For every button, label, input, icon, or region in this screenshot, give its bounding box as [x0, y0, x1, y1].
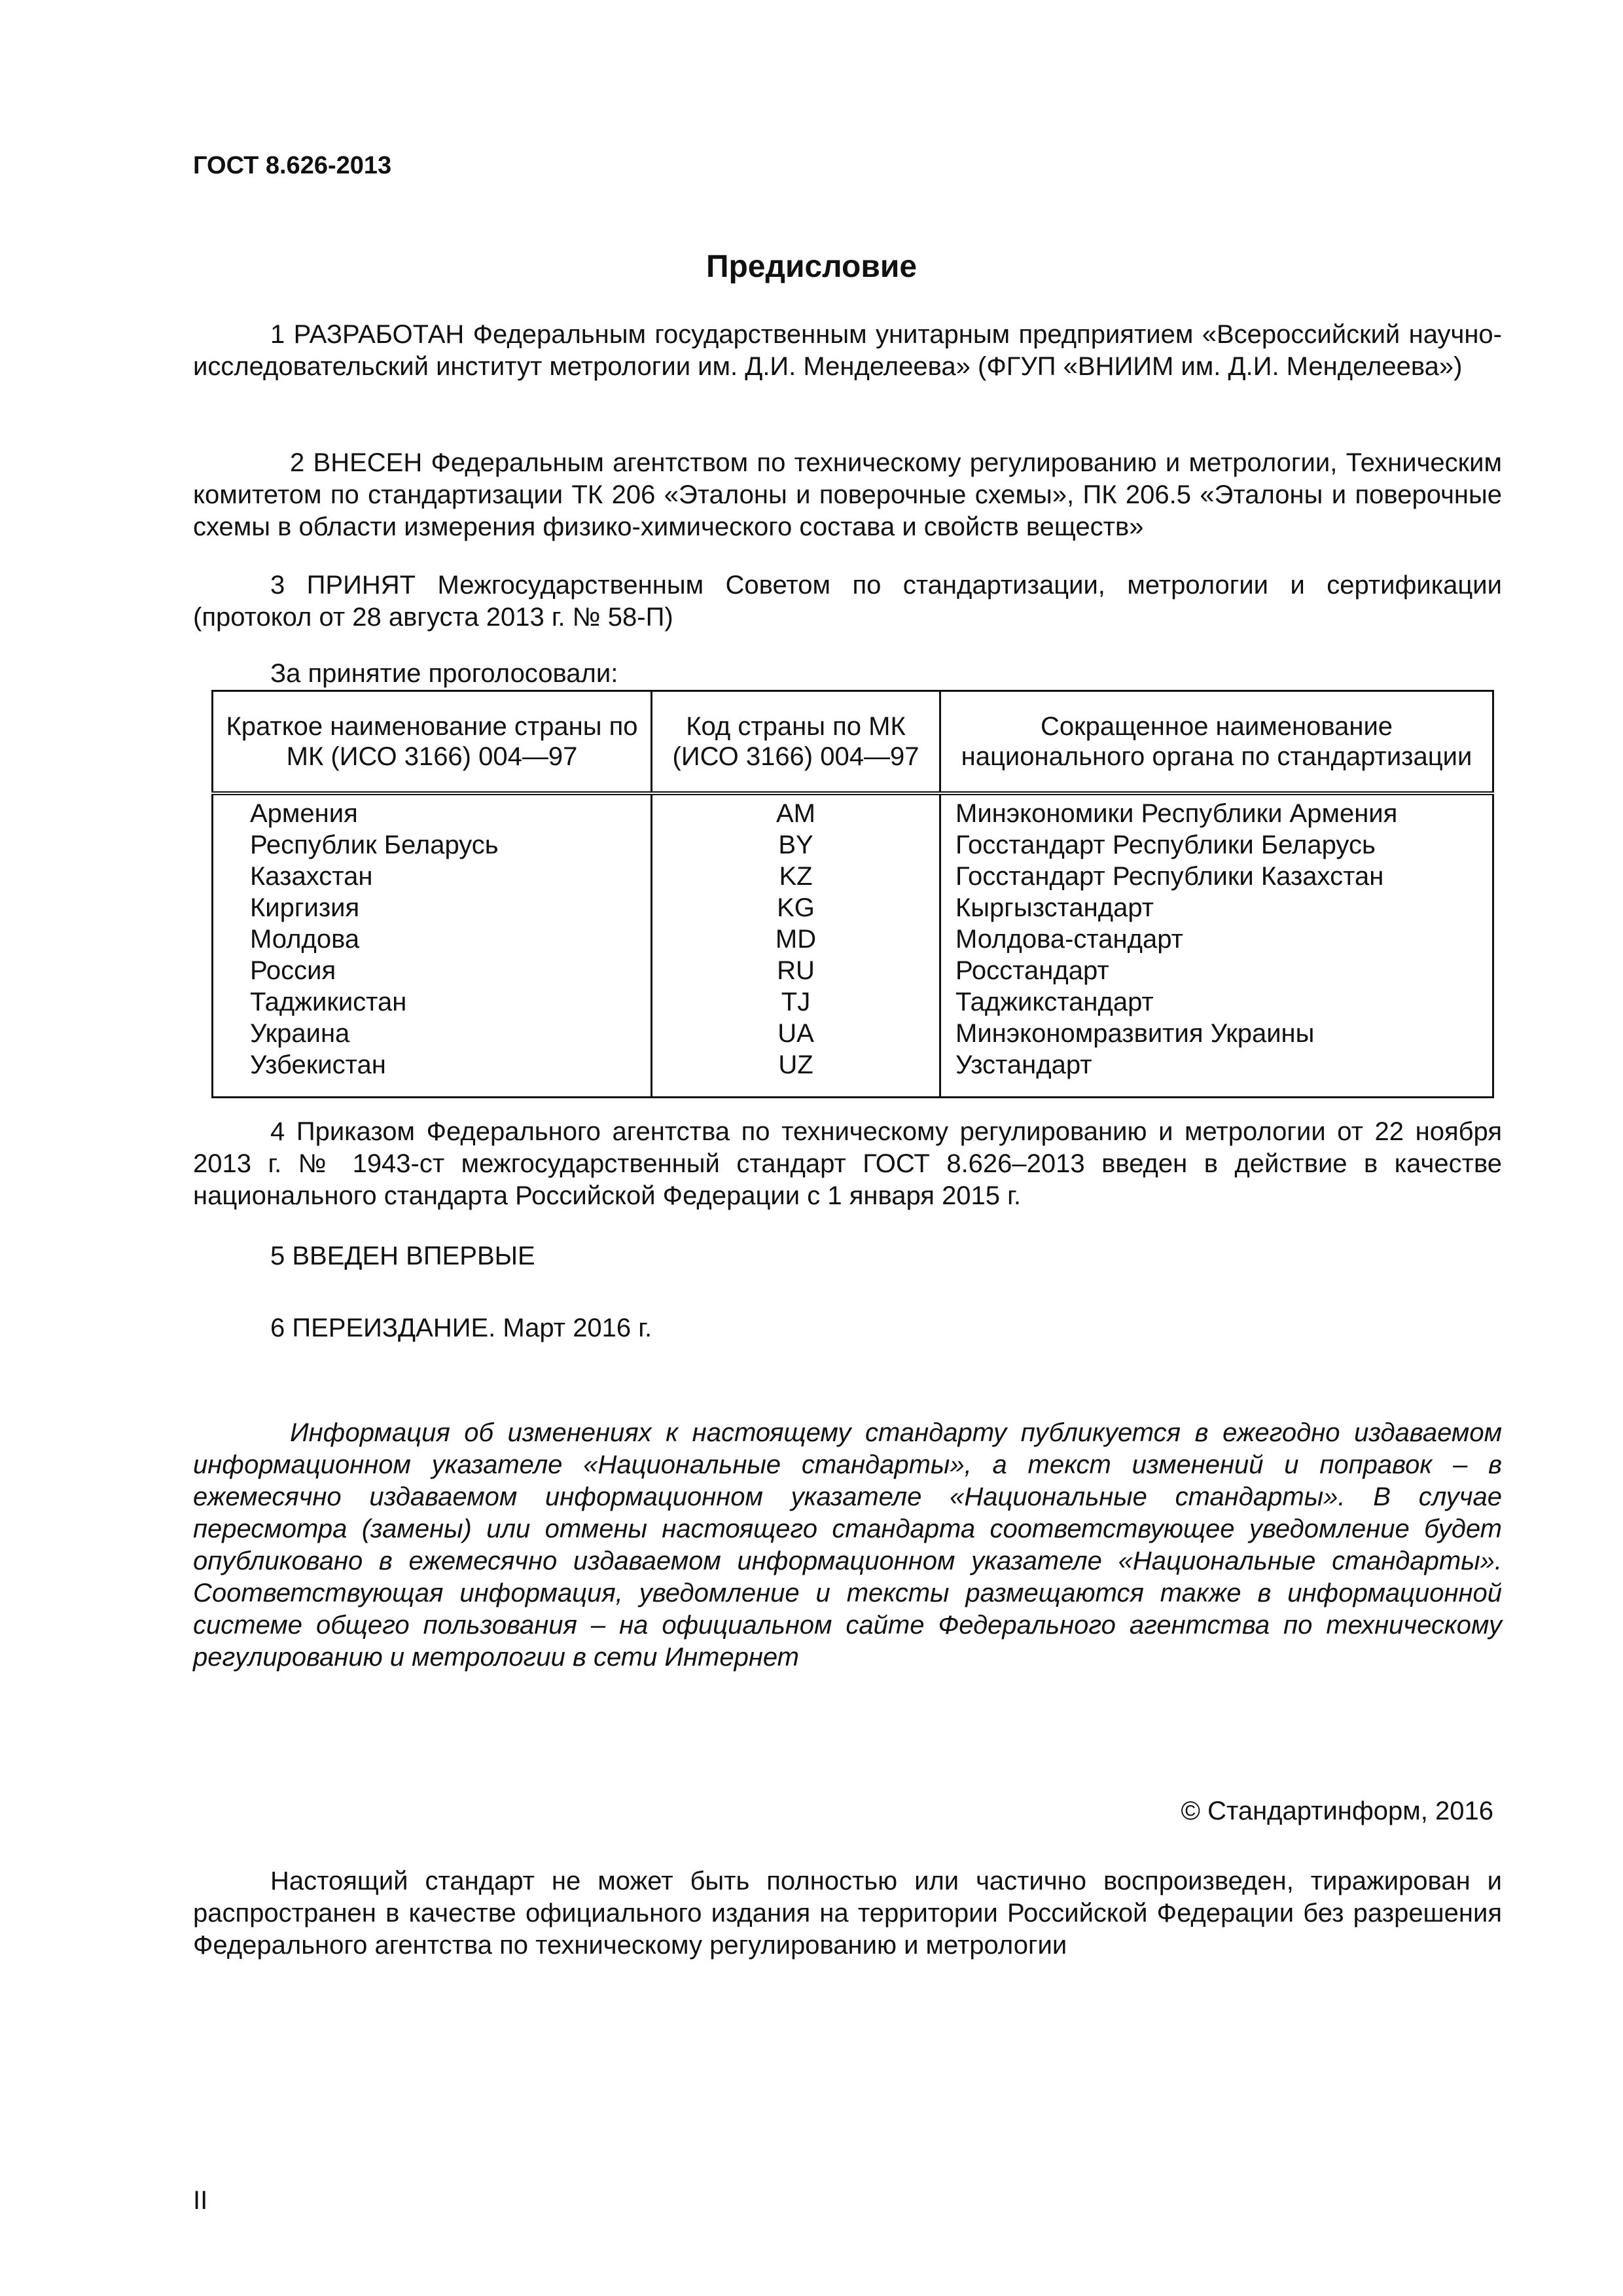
legal-note [193, 1865, 1502, 1962]
column-header-code: Код страны по МК (ИСО 3166) 004—97 [652, 691, 940, 794]
table-row [213, 955, 1493, 986]
country-cell: Украина [213, 1018, 652, 1049]
code-cell: KZ [652, 861, 940, 892]
code-cell: UZ [652, 1049, 940, 1098]
copyright: © Стандартинформ, 2016 [1181, 1797, 1493, 1825]
item-6-reissue [193, 1312, 1502, 1344]
code-cell: RU [652, 955, 940, 986]
item-3-adopted [193, 569, 1502, 634]
legal-note-text: Настоящий стандарт не может быть полностью или частично воспроизведен, тиражирован и распространен в качестве официального издания на территории Российской Федерации без разрешения Федерального агентства по техническому регулированию и метрологии [193, 1867, 1502, 1960]
table-row [213, 892, 1493, 924]
code-cell: TJ [652, 986, 940, 1018]
code-cell: UA [652, 1018, 940, 1049]
table-header-row [213, 691, 1493, 794]
table-row [213, 924, 1493, 955]
table-row [213, 793, 1493, 829]
item-5-text: 5 ВВЕДЕН ВПЕРВЫЕ [270, 1242, 535, 1270]
country-cell: Республик Беларусь [213, 829, 652, 861]
column-header-country: Краткое наименование страны по МК (ИСО 3166) 004—97 [213, 691, 652, 794]
page-title: Предисловие [705, 249, 918, 284]
item-1-text: 1 РАЗРАБОТАН Федеральным государственным унитарным предприятием «Всероссийский научно-исследовательский институт метрологии им. Д.И. Менделеева» (ФГУП «ВНИИМ им. Д.И. Менделеева») [193, 320, 1502, 381]
country-cell: Киргизия [213, 892, 652, 924]
code-cell: AM [652, 793, 940, 829]
info-note-text: Информация об изменениях к настоящему стандарту публикуется в ежегодно издаваемом информационном указателе «Национальные стандарты», а текст изменений и поправок – в ежемесячно издаваемом информационном указателе «Национальные стандарты». В случае пересмотра (замены) или отмены настоящего стандарта соответствующее уведомление будет опубликовано в ежемесячно издаваемом информационном указателе «Национальные стандарты». Соответствующая информация, уведомление и тексты размещаются также в информационной системе общего пользования – на официальном сайте Федерального агентства по техническому регулированию и метрологии в сети Интернет [193, 1418, 1502, 1672]
body-cell: Минэкономразвития Украины [940, 1018, 1493, 1049]
body-cell: Молдова-стандарт [940, 924, 1493, 955]
table-row [213, 829, 1493, 861]
country-cell: Узбекистан [213, 1049, 652, 1098]
info-note [193, 1417, 1502, 1674]
document-header: ГОСТ 8.626-2013 [193, 152, 392, 179]
country-cell: Таджикистан [213, 986, 652, 1018]
body-cell: Кыргызстандарт [940, 892, 1493, 924]
body-cell: Госстандарт Республики Казахстан [940, 861, 1493, 892]
page-number: II [193, 2186, 208, 2215]
code-cell: KG [652, 892, 940, 924]
voting-table [211, 690, 1494, 1098]
item-2-introduced [193, 447, 1502, 543]
item-4-order [193, 1116, 1502, 1212]
table-row [213, 861, 1493, 892]
country-cell: Молдова [213, 924, 652, 955]
table-row [213, 1049, 1493, 1098]
vote-caption: За принятие проголосовали: [270, 659, 618, 688]
table-row [213, 1018, 1493, 1049]
code-cell: BY [652, 829, 940, 861]
item-5-first [193, 1240, 1502, 1272]
column-header-body: Сокращенное наименование национального органа по стандартизации [940, 691, 1493, 794]
item-4-text: 4 Приказом Федерального агентства по техническому регулированию и метрологии от 22 ноября 2013 г. № 1943-ст межгосударственный стандарт ГОСТ 8.626–2013 введен в действие в качестве национального стандарта Российской Федерации с 1 января 2015 г. [193, 1117, 1502, 1210]
body-cell: Росстандарт [940, 955, 1493, 986]
item-3-text: 3 ПРИНЯТ Межгосударственным Советом по стандартизации, метрологии и сертификации (протокол от 28 августа 2013 г. № 58-П) [193, 571, 1502, 632]
body-cell: Таджикстандарт [940, 986, 1493, 1018]
country-cell: Казахстан [213, 861, 652, 892]
country-cell: Россия [213, 955, 652, 986]
country-cell: Армения [213, 793, 652, 829]
item-2-text: 2 ВНЕСЕН Федеральным агентством по техническому регулированию и метрологии, Техническим комитетом по стандартизации ТК 206 «Эталоны и поверочные схемы», ПК 206.5 «Эталоны и поверочные схемы в области измерения физико-химического состава и свойств веществ» [193, 448, 1502, 541]
body-cell: Узстандарт [940, 1049, 1493, 1098]
body-cell: Госстандарт Республики Беларусь [940, 829, 1493, 861]
code-cell: MD [652, 924, 940, 955]
item-6-text: 6 ПЕРЕИЗДАНИЕ. Март 2016 г. [270, 1314, 652, 1342]
item-1-developed [193, 319, 1502, 383]
body-cell: Минэкономики Республики Армения [940, 793, 1493, 829]
table-row [213, 986, 1493, 1018]
